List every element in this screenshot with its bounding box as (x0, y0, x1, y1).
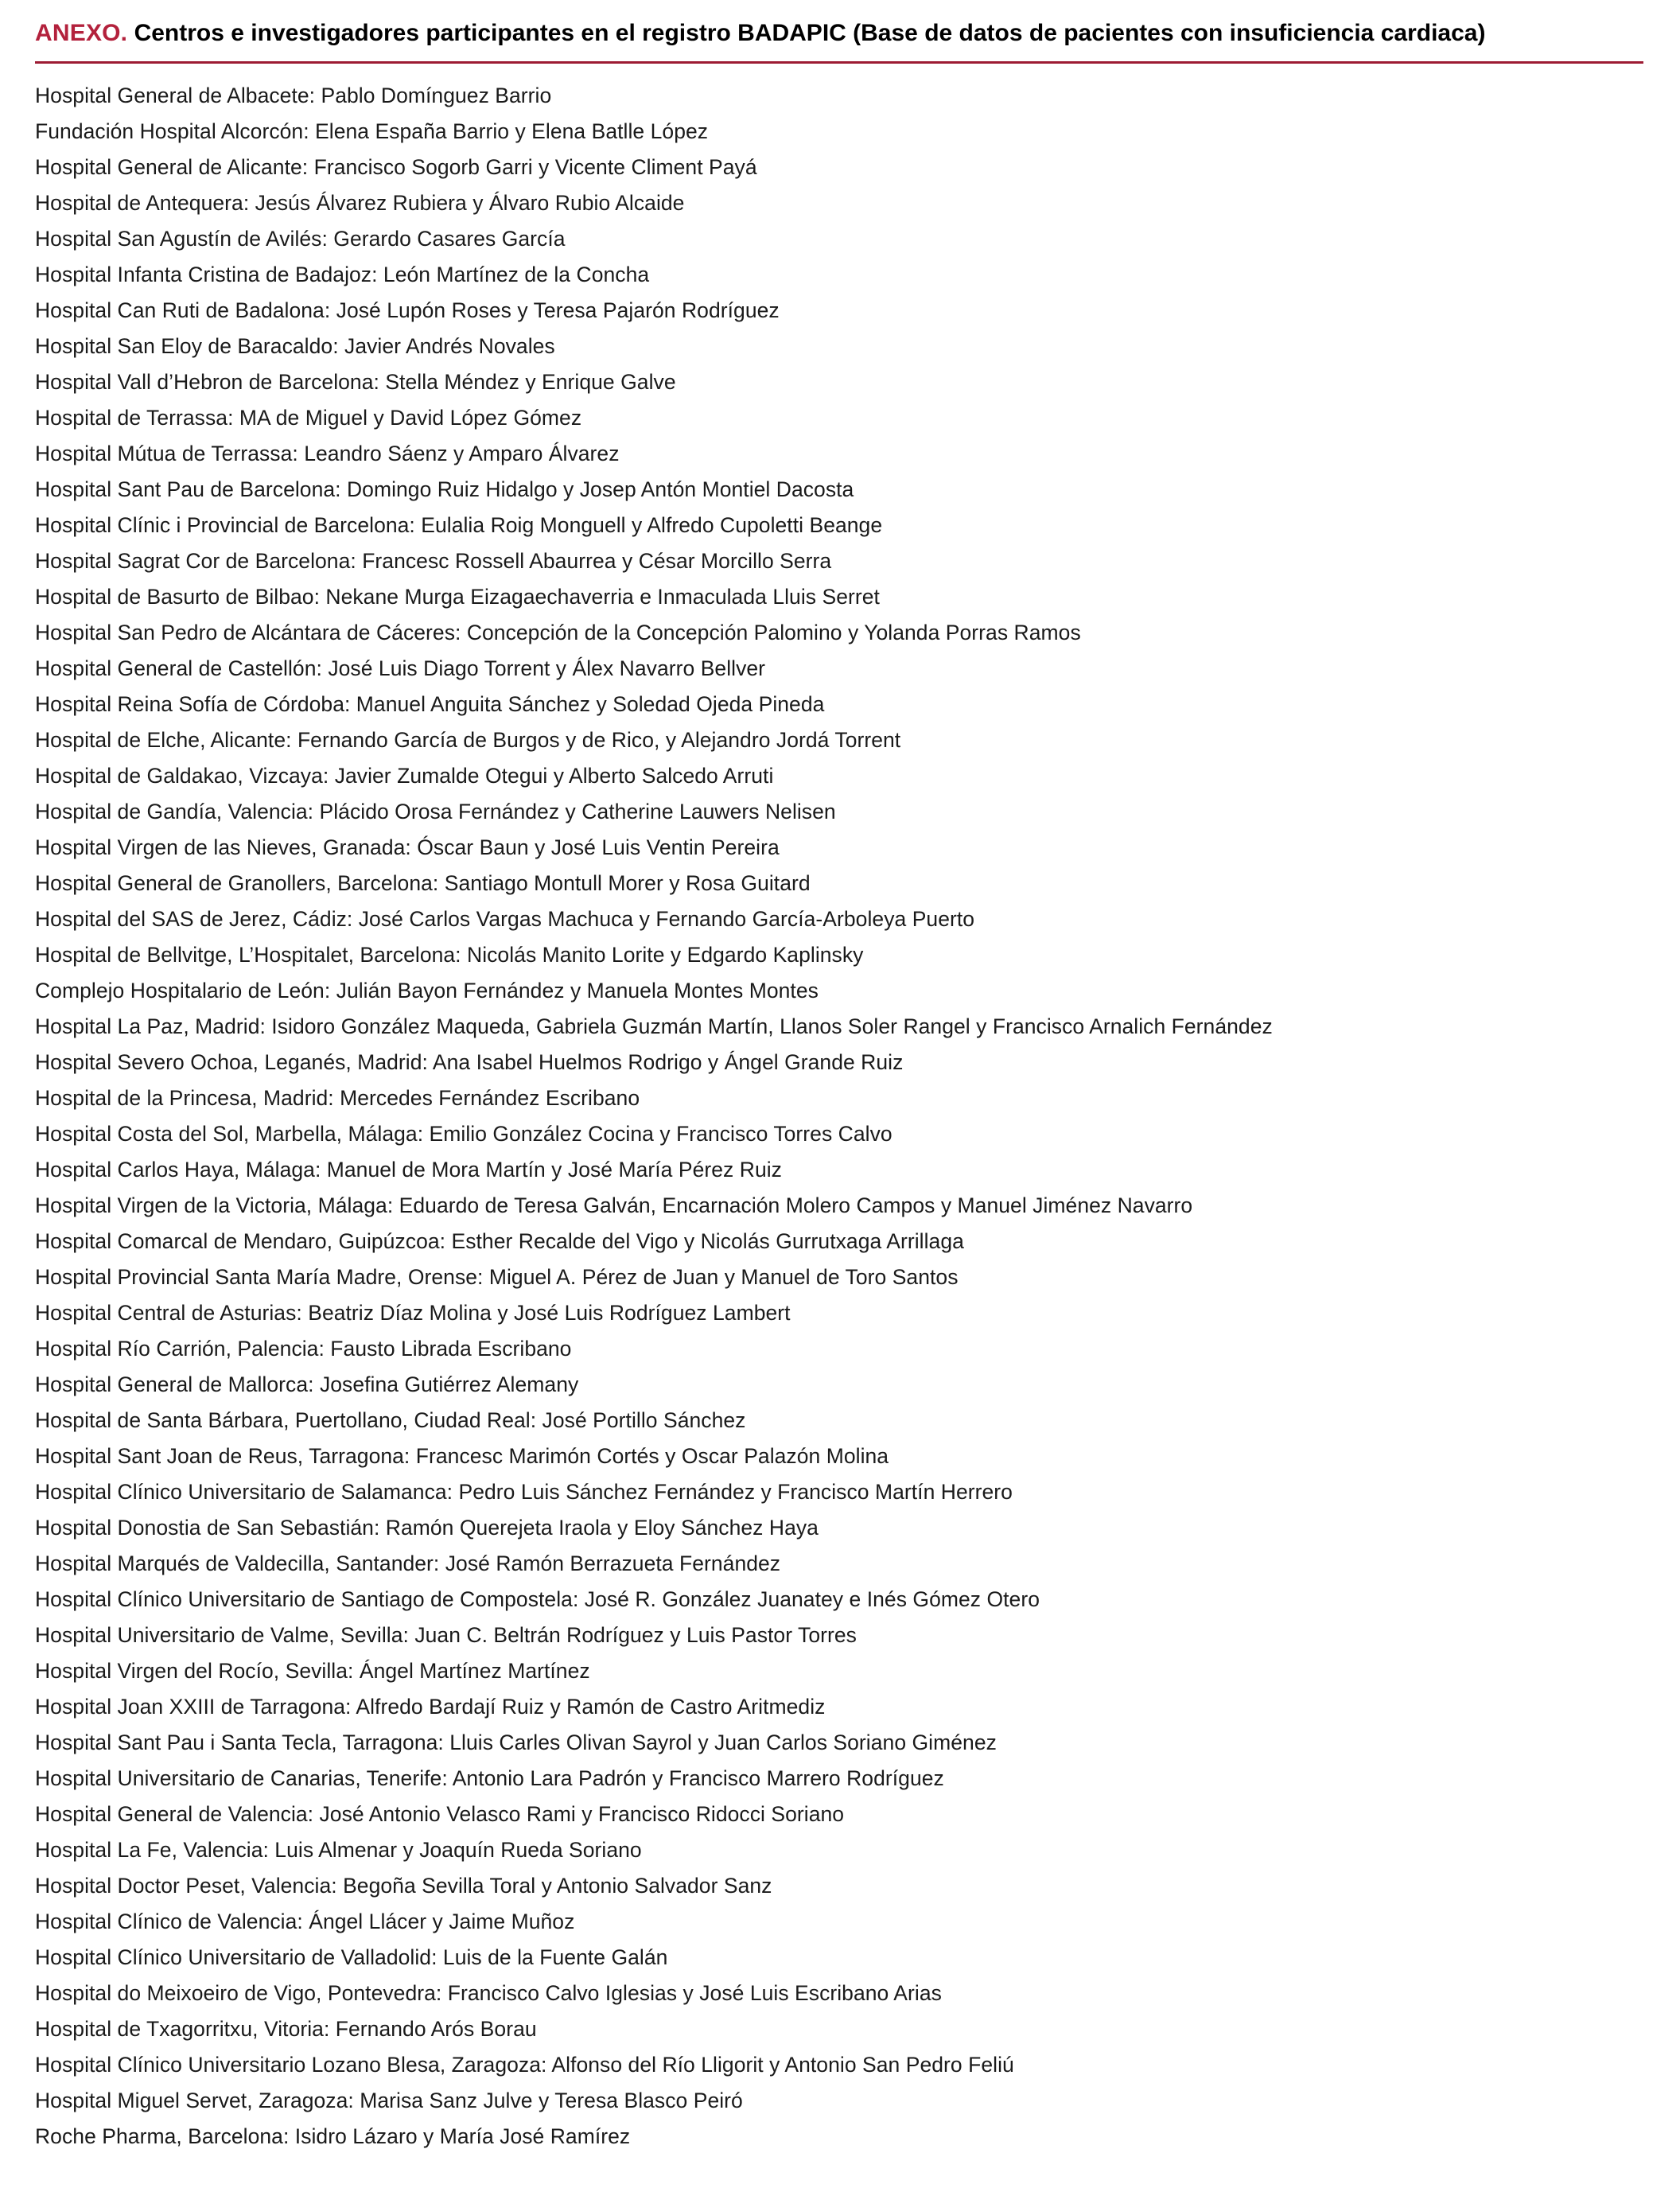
list-item: Hospital de Santa Bárbara, Puertollano, Ciudad Real: José Portillo Sánchez (35, 1408, 746, 1432)
list-item: Hospital Reina Sofía de Córdoba: Manuel Anguita Sánchez y Soledad Ojeda Pineda (35, 692, 825, 716)
list-item: Hospital Mútua de Terrassa: Leandro Sáenz y Amparo Álvarez (35, 442, 620, 465)
list-item: Complejo Hospitalario de León: Julián Bayon Fernández y Manuela Montes Montes (35, 979, 819, 1003)
list-item: Hospital Virgen del Rocío, Sevilla: Ángel Martínez Martínez (35, 1659, 590, 1683)
list-item: Hospital Universitario de Canarias, Tenerife: Antonio Lara Padrón y Francisco Marrero Rodríguez (35, 1766, 944, 1790)
list-item: Hospital Sagrat Cor de Barcelona: Francesc Rossell Abaurrea y César Morcillo Serra (35, 549, 832, 573)
list-item: Hospital Clínic i Provincial de Barcelona: Eulalia Roig Monguell y Alfredo Cupoletti Beange (35, 513, 883, 537)
list-item: Hospital de Terrassa: MA de Miguel y David López Gómez (35, 406, 582, 430)
list-item: Hospital do Meixoeiro de Vigo, Pontevedra: Francisco Calvo Iglesias y José Luis Escribano Arias (35, 1981, 942, 2005)
list-item: Hospital San Pedro de Alcántara de Cáceres: Concepción de la Concepción Palomino y Yolanda Porras Ramos (35, 621, 1081, 644)
list-item: Hospital Virgen de la Victoria, Málaga: Eduardo de Teresa Galván, Encarnación Molero Campos y Manuel Jiménez Navarro (35, 1193, 1193, 1217)
list-item: Hospital Central de Asturias: Beatriz Díaz Molina y José Luis Rodríguez Lambert (35, 1301, 791, 1325)
list-item: Hospital Severo Ochoa, Leganés, Madrid: Ana Isabel Huelmos Rodrigo y Ángel Grande Ruiz (35, 1050, 904, 1074)
list-item: Hospital Miguel Servet, Zaragoza: Marisa Sanz Julve y Teresa Blasco Peiró (35, 2089, 743, 2112)
list-item: Hospital Clínico de Valencia: Ángel Llácer y Jaime Muñoz (35, 1910, 575, 1933)
list-item: Hospital Vall d’Hebron de Barcelona: Stella Méndez y Enrique Galve (35, 370, 676, 394)
list-item: Hospital San Eloy de Baracaldo: Javier Andrés Novales (35, 334, 555, 358)
list-item: Hospital Clínico Universitario Lozano Blesa, Zaragoza: Alfonso del Río Lligorit y Antonio San Pedro Feliú (35, 2053, 1014, 2077)
list-item: Fundación Hospital Alcorcón: Elena España Barrio y Elena Batlle López (35, 119, 709, 143)
list-item: Hospital San Agustín de Avilés: Gerardo Casares García (35, 227, 566, 251)
list-item: Hospital Virgen de las Nieves, Granada: Óscar Baun y José Luis Ventin Pereira (35, 835, 780, 859)
list-item: Hospital de la Princesa, Madrid: Mercedes Fernández Escribano (35, 1086, 640, 1110)
list-item: Hospital de Antequera: Jesús Álvarez Rubiera y Álvaro Rubio Alcaide (35, 191, 685, 215)
list-item: Hospital Marqués de Valdecilla, Santander: José Ramón Berrazueta Fernández (35, 1551, 781, 1575)
list-item: Hospital de Galdakao, Vizcaya: Javier Zumalde Otegui y Alberto Salcedo Arruti (35, 764, 774, 788)
list-item: Hospital Sant Joan de Reus, Tarragona: Francesc Marimón Cortés y Oscar Palazón Molina (35, 1444, 889, 1468)
page-title: Centros e investigadores participantes en el registro BADAPIC (Base de datos de pacientes con insuficiencia cardiaca) (134, 20, 1486, 46)
list-item: Hospital General de Granollers, Barcelona: Santiago Montull Morer y Rosa Guitard (35, 871, 811, 895)
list-item: Hospital de Basurto de Bilbao: Nekane Murga Eizagaechaverria e Inmaculada Lluis Serret (35, 585, 880, 609)
list-item: Hospital Sant Pau i Santa Tecla, Tarragona: Lluis Carles Olivan Sayrol y Juan Carlos Soriano Giménez (35, 1731, 997, 1754)
list-item: Hospital Sant Pau de Barcelona: Domingo Ruiz Hidalgo y Josep Antón Montiel Dacosta (35, 477, 854, 501)
list-item: Hospital General de Alicante: Francisco Sogorb Garri y Vicente Climent Payá (35, 155, 757, 179)
list-item: Hospital Clínico Universitario de Santiago de Compostela: José R. González Juanatey e Inés Gómez Otero (35, 1587, 1040, 1611)
list-item: Hospital de Bellvitge, L’Hospitalet, Barcelona: Nicolás Manito Lorite y Edgardo Kaplinsky (35, 943, 864, 967)
list-item: Hospital Provincial Santa María Madre, Orense: Miguel A. Pérez de Juan y Manuel de Toro Santos (35, 1265, 959, 1289)
list-item: Hospital Donostia de San Sebastián: Ramón Querejeta Iraola y Eloy Sánchez Haya (35, 1516, 819, 1540)
list-item: Hospital Costa del Sol, Marbella, Málaga: Emilio González Cocina y Francisco Torres Calvo (35, 1122, 892, 1146)
list-item: Hospital Río Carrión, Palencia: Fausto Librada Escribano (35, 1337, 572, 1361)
list-item: Hospital Clínico Universitario de Valladolid: Luis de la Fuente Galán (35, 1945, 668, 1969)
list-item: Hospital General de Castellón: José Luis Diago Torrent y Álex Navarro Bellver (35, 656, 766, 680)
list-item: Hospital Doctor Peset, Valencia: Begoña Sevilla Toral y Antonio Salvador Sanz (35, 1874, 772, 1898)
list-item: Hospital La Fe, Valencia: Luis Almenar y Joaquín Rueda Soriano (35, 1838, 642, 1862)
list-item: Hospital General de Albacete: Pablo Domínguez Barrio (35, 84, 552, 107)
annex-label: ANEXO. (35, 20, 128, 46)
list-item: Hospital de Elche, Alicante: Fernando García de Burgos y de Rico, y Alejandro Jordá Torrent (35, 728, 901, 752)
list-item: Hospital Clínico Universitario de Salamanca: Pedro Luis Sánchez Fernández y Francisco Martín Herrero (35, 1480, 1013, 1504)
list-item: Hospital La Paz, Madrid: Isidoro González Maqueda, Gabriela Guzmán Martín, Llanos Soler Rangel y Francisco Arnalich Fernández (35, 1014, 1273, 1038)
list-item: Hospital General de Valencia: José Antonio Velasco Rami y Francisco Ridocci Soriano (35, 1802, 845, 1826)
list-item: Hospital Can Ruti de Badalona: José Lupón Roses y Teresa Pajarón Rodríguez (35, 298, 780, 322)
list-item: Hospital del SAS de Jerez, Cádiz: José Carlos Vargas Machuca y Fernando García-Arboleya Puerto (35, 907, 975, 931)
list-item: Hospital Universitario de Valme, Sevilla: Juan C. Beltrán Rodríguez y Luis Pastor Torres (35, 1623, 857, 1647)
annex-header (35, 18, 1643, 64)
list-item: Hospital Joan XXIII de Tarragona: Alfredo Bardají Ruiz y Ramón de Castro Aritmediz (35, 1695, 826, 1719)
list-item: Hospital General de Mallorca: Josefina Gutiérrez Alemany (35, 1372, 579, 1396)
list-item: Roche Pharma, Barcelona: Isidro Lázaro y María José Ramírez (35, 2124, 631, 2148)
list-item: Hospital de Txagorritxu, Vitoria: Fernando Arós Borau (35, 2017, 537, 2041)
list-item: Hospital de Gandía, Valencia: Plácido Orosa Fernández y Catherine Lauwers Nelisen (35, 800, 836, 823)
list-item: Hospital Comarcal de Mendaro, Guipúzcoa: Esther Recalde del Vigo y Nicolás Gurrutxaga Arrillaga (35, 1229, 964, 1253)
list-item: Hospital Carlos Haya, Málaga: Manuel de Mora Martín y José María Pérez Ruiz (35, 1158, 782, 1182)
list-item: Hospital Infanta Cristina de Badajoz: León Martínez de la Concha (35, 263, 650, 286)
participating-centers-list (35, 64, 1645, 2155)
